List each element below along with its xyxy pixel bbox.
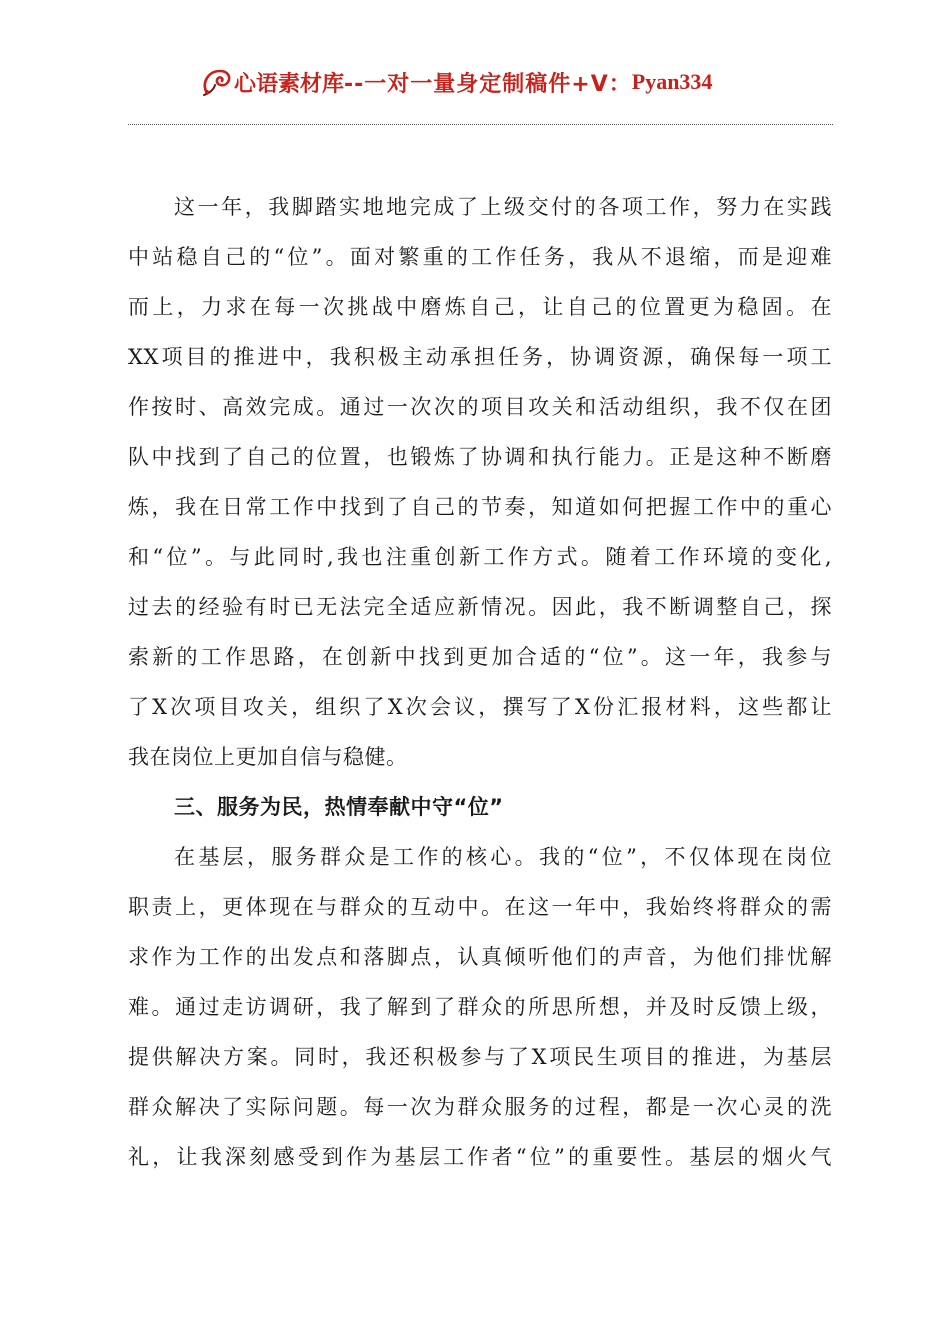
red-swirl-logo-icon bbox=[200, 65, 234, 99]
text-line: XX项目的推进中，我积极主动承担任务，协调资源，确保每一项工 bbox=[128, 345, 832, 369]
text-line: 这一年，我脚踏实地地完成了上级交付的各项工作，努力在实践 bbox=[174, 195, 832, 219]
text-line: 求作为工作的出发点和落脚点，认真倾听他们的声音，为他们排忧解 bbox=[128, 945, 832, 969]
text-line: 了X次项目攻关，组织了X次会议，撰写了X份汇报材料，这些都让 bbox=[128, 695, 832, 719]
header-divider bbox=[128, 124, 833, 125]
text-line: 难。通过走访调研，我了解到了群众的所思所想，并及时反馈上级， bbox=[128, 995, 832, 1019]
brand-name: 心语素材库 bbox=[234, 70, 345, 97]
text-line: 而上，力求在每一次挑战中磨炼自己，让自己的位置更为稳固。在 bbox=[128, 295, 832, 319]
contact-id: Pyan334 bbox=[631, 69, 713, 94]
text-line: 索新的工作思路，在创新中找到更加合适的“位”。这一年，我参与 bbox=[128, 645, 832, 669]
page-header bbox=[200, 62, 712, 102]
text-line: 炼，我在日常工作中找到了自己的节奏，知道如何把握工作中的重心 bbox=[128, 495, 832, 519]
text-line: 职责上，更体现在与群众的互动中。在这一年中，我始终将群众的需 bbox=[128, 895, 832, 919]
section-heading: 三、服务为民，热情奉献中守“位” bbox=[174, 795, 504, 819]
text-line: 群众解决了实际问题。每一次为群众服务的过程，都是一次心灵的洗 bbox=[128, 1095, 832, 1119]
header-tagline: --一对一量身定制稿件+V： bbox=[344, 71, 632, 97]
text-line: 过去的经验有时已无法完全适应新情况。因此，我不断调整自己，探 bbox=[128, 595, 832, 619]
text-line: 我在岗位上更加自信与稳健。 bbox=[128, 745, 408, 769]
text-line: 在基层，服务群众是工作的核心。我的“位”，不仅体现在岗位 bbox=[174, 845, 832, 869]
text-line: 中站稳自己的“位”。面对繁重的工作任务，我从不退缩，而是迎难 bbox=[128, 245, 832, 269]
text-line: 礼，让我深刻感受到作为基层工作者“位”的重要性。基层的烟火气 bbox=[128, 1145, 832, 1169]
text-line: 队中找到了自己的位置，也锻炼了协调和执行能力。正是这种不断磨 bbox=[128, 445, 832, 469]
document-body bbox=[128, 182, 832, 1182]
text-line: 作按时、高效完成。通过一次次的项目攻关和活动组织，我不仅在团 bbox=[128, 395, 832, 419]
text-line: 提供解决方案。同时，我还积极参与了X项民生项目的推进，为基层 bbox=[128, 1045, 832, 1069]
text-line: 和“位”。与此同时,我也注重创新工作方式。随着工作环境的变化, bbox=[128, 545, 832, 569]
